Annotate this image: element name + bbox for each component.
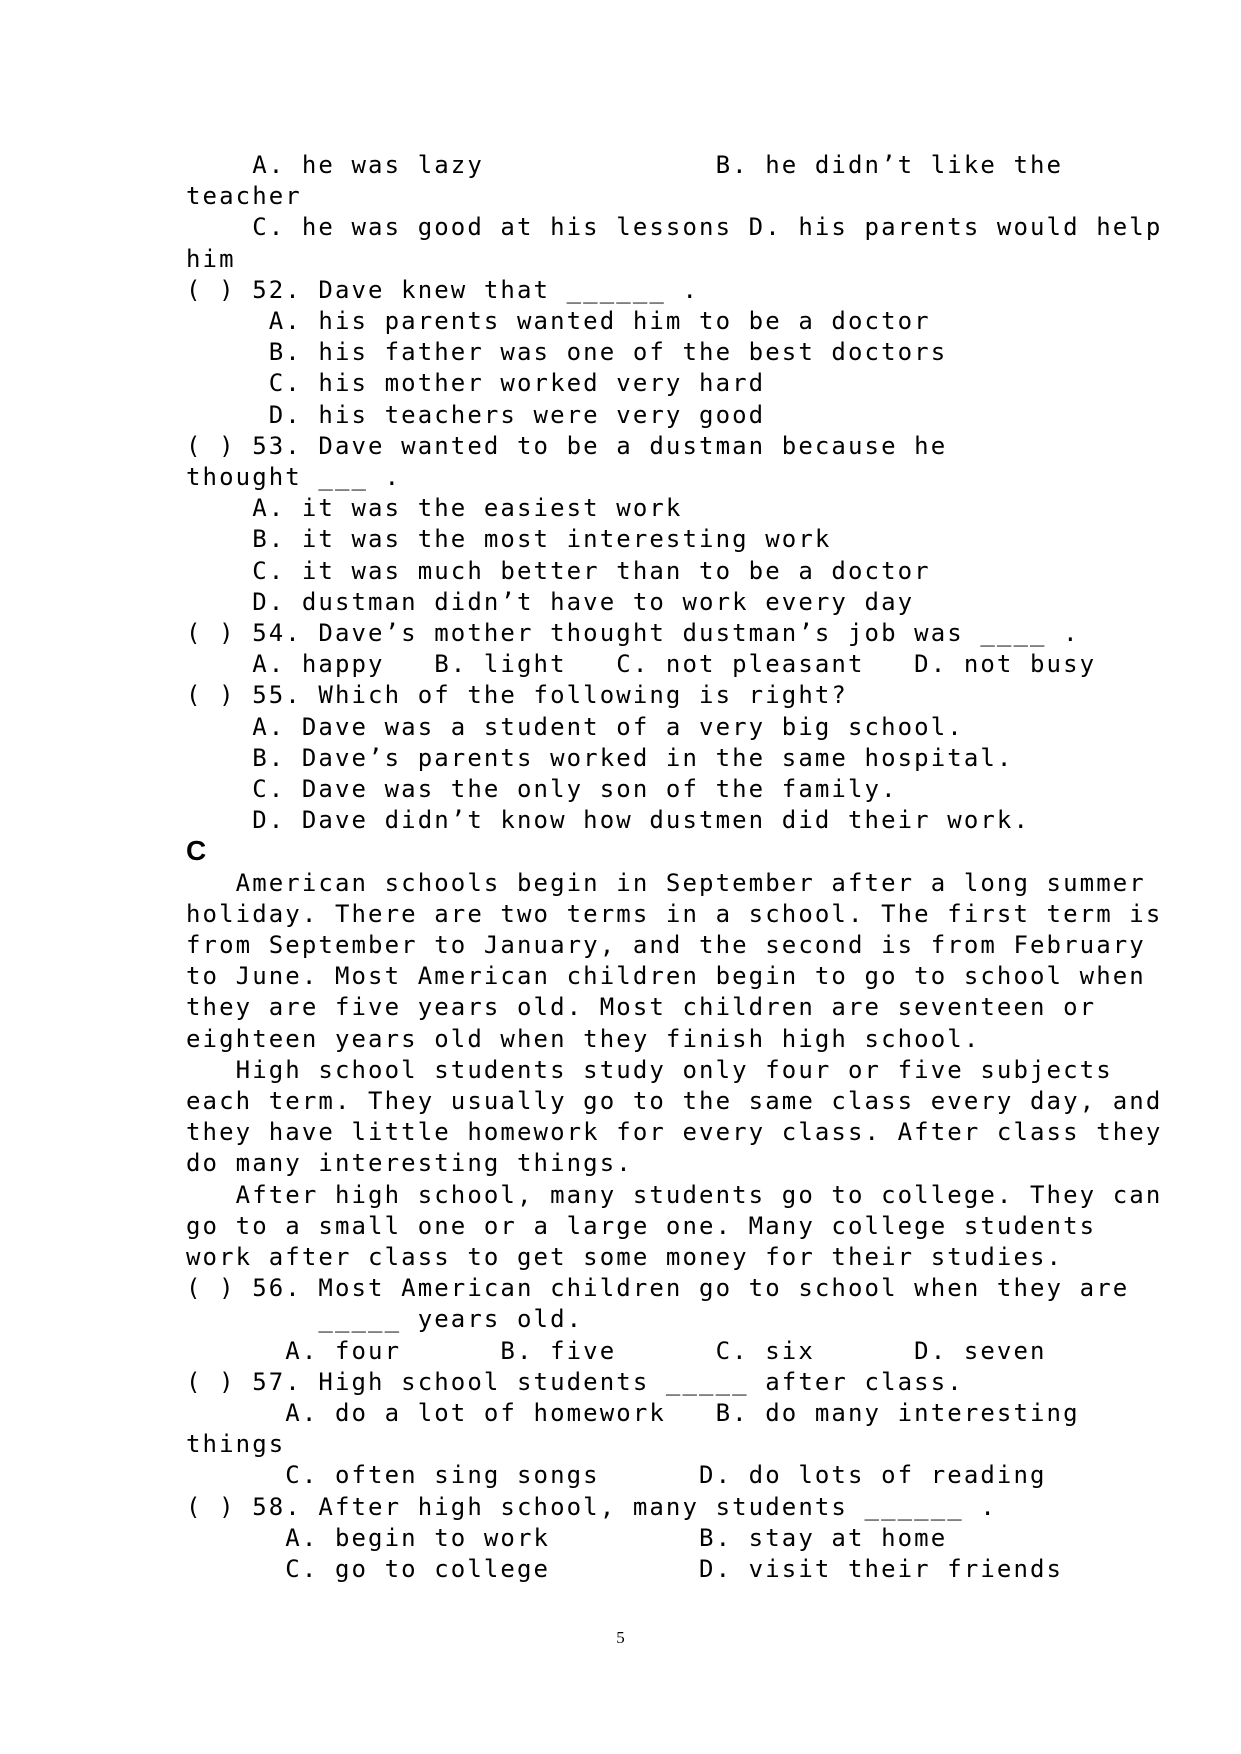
text-line: C. his mother worked very hard: [186, 369, 766, 398]
text-line: A. his parents wanted him to be a doctor: [186, 307, 931, 335]
text-line: ( ) 54. Dave’s mother thought dustman’s job was ____ .: [186, 619, 1080, 647]
text-line: each term. They usually go to the same class every day, and: [186, 1087, 1163, 1115]
text-line: A. four B. five C. six D. seven: [186, 1336, 1047, 1365]
text-line: B. his father was one of the best doctors: [186, 338, 948, 367]
text-line: ( ) 58. After high school, many students ______ .: [186, 1492, 997, 1521]
text-line: ( ) 56. Most American children go to school when they are: [186, 1274, 1130, 1303]
text-line: C. often sing songs D. do lots of reading: [186, 1461, 1047, 1490]
text-line: D. dustman didn’t have to work every day: [186, 587, 915, 616]
text-line: ( ) 55. Which of the following is right?: [186, 681, 848, 710]
text-line: teacher: [186, 182, 302, 211]
text-line: D. his teachers were very good: [186, 400, 766, 429]
text-line: they have little homework for every class. After class they: [186, 1118, 1163, 1147]
text-line: After high school, many students go to college. They can: [186, 1180, 1163, 1209]
text-line: work after class to get some money for their studies.: [186, 1243, 1064, 1271]
page-number: 5: [616, 1628, 625, 1647]
text-line: to June. Most American children begin to go to school when: [186, 962, 1146, 991]
text-line: High school students study only four or five subjects: [186, 1055, 1113, 1084]
text-line: do many interesting things.: [186, 1149, 633, 1178]
text-line: C. go to college D. visit their friends: [186, 1555, 1064, 1583]
text-line: thought ___ .: [186, 463, 402, 491]
text-line: _____ years old.: [186, 1305, 584, 1334]
text-line: American schools begin in September after a long summer: [186, 868, 1146, 897]
text-line: ( ) 53. Dave wanted to be a dustman because he: [186, 431, 948, 460]
text-line: A. he was lazy B. he didn’t like the: [186, 151, 1064, 179]
section-heading: C: [186, 835, 207, 866]
text-line: ( ) 52. Dave knew that ______ .: [186, 275, 700, 304]
text-line: A. begin to work B. stay at home: [186, 1523, 948, 1552]
text-line: C. Dave was the only son of the family.: [186, 775, 898, 803]
text-line: A. Dave was a student of a very big school.: [186, 712, 964, 741]
text-line: A. do a lot of homework B. do many interesting: [186, 1399, 1080, 1427]
text-line: they are five years old. Most children are seventeen or: [186, 993, 1097, 1022]
text-line: B. Dave’s parents worked in the same hospital.: [186, 743, 1014, 772]
text-line: B. it was the most interesting work: [186, 525, 832, 554]
text-line: things: [186, 1430, 286, 1459]
text-line: eighteen years old when they finish high school.: [186, 1024, 981, 1053]
text-line: A. it was the easiest work: [186, 494, 683, 523]
text-line: D. Dave didn’t know how dustmen did their work.: [186, 806, 1031, 835]
text-line: him: [186, 244, 236, 273]
text-line: C. he was good at his lessons D. his parents would help: [186, 213, 1163, 242]
text-line: A. happy B. light C. not pleasant D. not busy: [186, 650, 1097, 679]
text-line: go to a small one or a large one. Many college students: [186, 1211, 1097, 1240]
text-line: C. it was much better than to be a doctor: [186, 556, 931, 585]
text-line: holiday. There are two terms in a school. The first term is: [186, 899, 1163, 928]
text-line: from September to January, and the second is from February: [186, 931, 1146, 959]
text-line: ( ) 57. High school students _____ after class.: [186, 1367, 964, 1396]
